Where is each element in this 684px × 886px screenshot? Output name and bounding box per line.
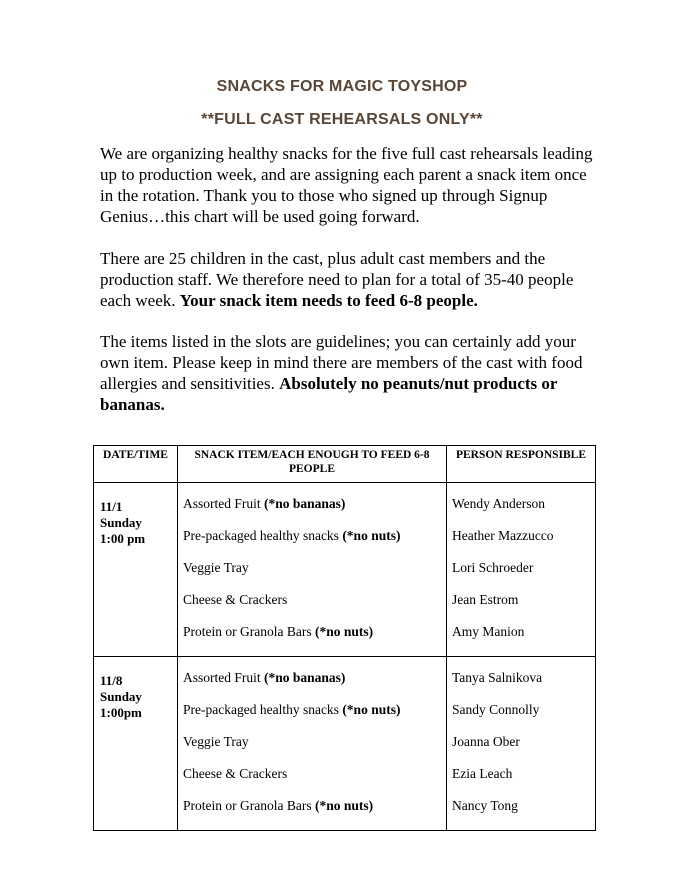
table-row [94, 657, 596, 831]
list-item [178, 624, 446, 656]
person-name: Sandy Connolly [452, 702, 540, 717]
snack-items-cell [178, 657, 447, 831]
snack-name: Cheese & Crackers [183, 592, 288, 607]
snack-schedule-table [93, 445, 596, 831]
person-name: Amy Manion [452, 624, 525, 639]
header-date-time: DATE/TIME [94, 446, 178, 483]
snack-name: Pre-packaged healthy snacks [183, 528, 343, 543]
snack-note: (*no nuts) [342, 702, 401, 717]
person-name: Tanya Salnikova [452, 670, 543, 685]
snack-note: (*no bananas) [264, 496, 346, 511]
date-label: 11/8 [100, 673, 123, 688]
page-subtitle: **FULL CAST REHEARSALS ONLY** [201, 111, 483, 128]
list-item [178, 496, 446, 528]
people-cell [447, 657, 596, 831]
intro-paragraph: We are organizing healthy snacks for the five full cast rehearsals leading up to production week, and are assigning each parent a snack item once in the rotation. Thank you to those who signed up through Signup Genius…this chart will be used going forward. [100, 144, 593, 226]
list-item [178, 560, 446, 592]
person-name: Wendy Anderson [452, 496, 546, 511]
list-item [178, 592, 446, 624]
table-row [94, 483, 596, 657]
page-title: SNACKS FOR MAGIC TOYSHOP [216, 78, 468, 95]
people-cell [447, 483, 596, 657]
snack-name: Cheese & Crackers [183, 766, 288, 781]
cast-paragraph [100, 248, 600, 311]
header-person-responsible: PERSON RESPONSIBLE [447, 446, 596, 483]
person-name: Heather Mazzucco [452, 528, 554, 543]
day-label: Sunday [100, 689, 142, 704]
snack-name: Protein or Granola Bars [183, 624, 315, 639]
guidelines-paragraph [100, 331, 600, 415]
table-header-row [94, 446, 596, 483]
snack-name: Assorted Fruit [183, 496, 264, 511]
cast-bold-text: Your snack item needs to feed 6-8 people. [179, 291, 478, 310]
cast-text: There are 25 children in the cast, plus adult cast members and the production staff. We therefore need to plan for a total of 35-40 people each week. [100, 249, 574, 310]
date-cell [94, 657, 178, 831]
person-name: Joanna Ober [452, 734, 520, 749]
snack-name: Veggie Tray [183, 734, 249, 749]
time-label: 1:00pm [100, 705, 142, 720]
list-item [178, 798, 446, 830]
date-cell [94, 483, 178, 657]
time-label: 1:00 pm [100, 531, 146, 546]
list-item [178, 734, 446, 766]
person-name: Jean Estrom [452, 592, 519, 607]
snack-name: Veggie Tray [183, 560, 249, 575]
snack-name: Protein or Granola Bars [183, 798, 315, 813]
list-item [178, 766, 446, 798]
snack-name: Assorted Fruit [183, 670, 264, 685]
snack-note: (*no nuts) [342, 528, 401, 543]
snack-note: (*no nuts) [314, 624, 374, 639]
person-name: Nancy Tong [452, 798, 518, 813]
snack-note: (*no nuts) [314, 798, 374, 813]
snack-items-cell [178, 483, 447, 657]
list-item [178, 670, 446, 702]
list-item [178, 702, 446, 734]
snack-name: Pre-packaged healthy snacks [183, 702, 343, 717]
allergy-warning: Absolutely no peanuts/nut products or bananas. [100, 374, 558, 414]
list-item [178, 528, 446, 560]
guidelines-text: The items listed in the slots are guidelines; you can certainly add your own item. Please keep in mind there are members of the cast with food allergies and sensitivities. [100, 332, 583, 393]
person-name: Lori Schroeder [452, 560, 534, 575]
day-label: Sunday [100, 515, 142, 530]
snack-note: (*no bananas) [264, 670, 346, 685]
date-label: 11/1 [100, 499, 123, 514]
header-snack-item: SNACK ITEM/EACH ENOUGH TO FEED 6-8 PEOPLE [178, 446, 447, 483]
person-name: Ezia Leach [452, 766, 513, 781]
